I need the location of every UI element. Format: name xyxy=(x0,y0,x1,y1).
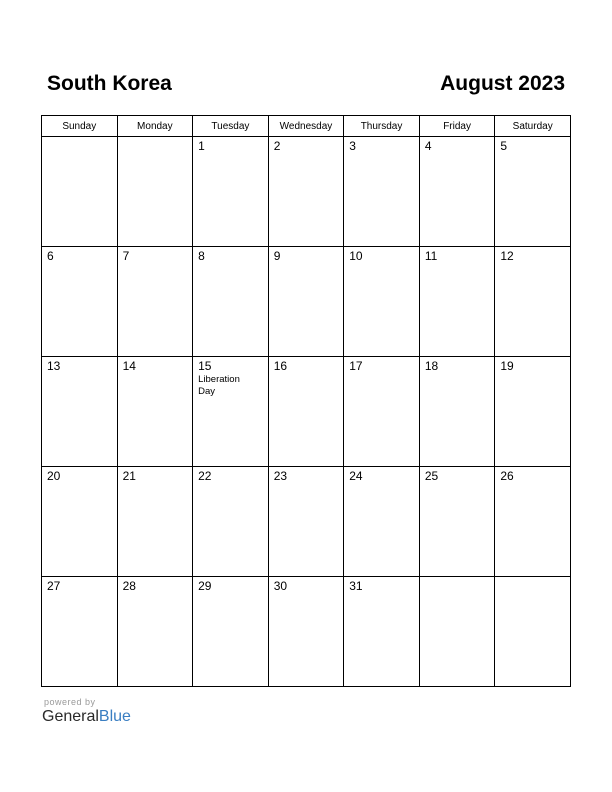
day-number: 17 xyxy=(349,359,363,373)
day-number: 18 xyxy=(424,359,439,373)
day-cell xyxy=(268,467,344,577)
calendar-grid xyxy=(41,115,571,687)
weekday-thursday: Thursday xyxy=(344,116,420,137)
day-number: 21 xyxy=(122,469,136,483)
day-number xyxy=(42,137,117,140)
day-number: 11 xyxy=(424,249,438,263)
day-number: 20 xyxy=(47,469,61,483)
day-number: 27 xyxy=(47,579,61,593)
day-cell xyxy=(344,577,420,687)
day-cell xyxy=(117,577,193,687)
day-number: 1 xyxy=(198,139,205,153)
day-number: 28 xyxy=(122,579,136,593)
day-cell xyxy=(42,247,118,357)
day-number: 31 xyxy=(349,579,363,593)
day-number: 25 xyxy=(424,469,439,483)
day-cell xyxy=(495,357,571,467)
day-cell xyxy=(495,137,571,247)
weekday-tuesday: Tuesday xyxy=(193,116,269,137)
generalblue-logo[interactable] xyxy=(42,708,131,726)
logo-text-blue: Blue xyxy=(98,708,131,725)
day-cell xyxy=(117,467,193,577)
day-number: 23 xyxy=(273,469,288,483)
day-cell xyxy=(117,137,193,247)
day-number: 22 xyxy=(198,469,212,483)
week-row xyxy=(42,357,571,467)
month-year-title: August 2023 xyxy=(440,72,565,95)
weekday-wednesday: Wednesday xyxy=(268,116,344,137)
weekday-friday: Friday xyxy=(419,116,495,137)
day-number: 3 xyxy=(349,139,356,153)
day-cell xyxy=(419,467,495,577)
weekday-saturday: Saturday xyxy=(495,116,571,137)
day-cell xyxy=(268,137,344,247)
day-cell xyxy=(193,467,269,577)
logo-text-general: General xyxy=(42,708,99,725)
day-number xyxy=(420,577,495,580)
day-cell-holiday xyxy=(193,357,269,467)
day-cell xyxy=(117,247,193,357)
day-number: 24 xyxy=(349,469,363,483)
day-number: 29 xyxy=(198,579,212,593)
day-cell xyxy=(495,247,571,357)
day-number xyxy=(118,137,193,140)
day-number: 15 xyxy=(198,359,212,373)
day-number: 13 xyxy=(47,359,61,373)
day-number: 4 xyxy=(424,139,432,153)
day-number: 16 xyxy=(273,359,288,373)
day-cell xyxy=(419,357,495,467)
day-cell xyxy=(42,137,118,247)
day-number: 8 xyxy=(198,249,205,263)
weekday-monday: Monday xyxy=(117,116,193,137)
week-row xyxy=(42,577,571,687)
day-number: 14 xyxy=(122,359,136,373)
day-cell xyxy=(344,357,420,467)
day-number: 9 xyxy=(273,249,281,263)
day-cell xyxy=(193,577,269,687)
day-cell xyxy=(419,247,495,357)
day-number: 5 xyxy=(500,139,508,153)
country-title: South Korea xyxy=(47,72,172,95)
day-cell xyxy=(419,137,495,247)
day-cell xyxy=(268,357,344,467)
day-number: 19 xyxy=(500,359,514,373)
day-cell xyxy=(495,577,571,687)
day-cell xyxy=(268,247,344,357)
day-number: 26 xyxy=(500,469,514,483)
day-number: 6 xyxy=(47,249,54,263)
week-row xyxy=(42,137,571,247)
day-cell xyxy=(419,577,495,687)
day-cell xyxy=(193,247,269,357)
day-number xyxy=(495,577,570,580)
week-row xyxy=(42,247,571,357)
weekday-header-row xyxy=(42,116,571,137)
day-cell xyxy=(344,467,420,577)
day-number: 2 xyxy=(273,139,281,153)
day-number: 12 xyxy=(500,249,514,263)
day-cell xyxy=(42,467,118,577)
week-row xyxy=(42,467,571,577)
day-cell xyxy=(268,577,344,687)
powered-by-text: powered by xyxy=(44,697,96,707)
day-cell xyxy=(495,467,571,577)
day-cell xyxy=(193,137,269,247)
day-number: 30 xyxy=(273,579,288,593)
day-number: 10 xyxy=(349,249,363,263)
day-cell xyxy=(344,247,420,357)
holiday-label: Liberation Day xyxy=(198,374,240,397)
day-cell xyxy=(344,137,420,247)
day-cell xyxy=(42,357,118,467)
day-cell xyxy=(42,577,118,687)
day-number: 7 xyxy=(122,249,130,263)
day-cell xyxy=(117,357,193,467)
weekday-sunday: Sunday xyxy=(42,116,118,137)
